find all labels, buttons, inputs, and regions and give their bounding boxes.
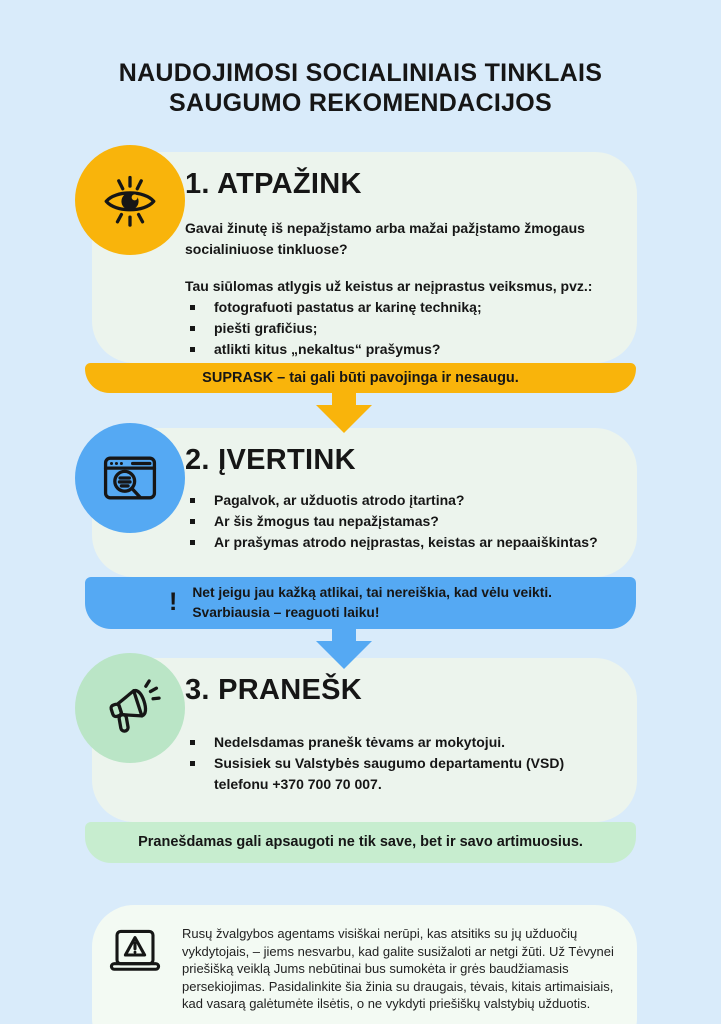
page-title bbox=[0, 58, 721, 118]
list-item: Ar prašymas atrodo neįprastas, keistas ar nepaaiškintas? bbox=[185, 532, 655, 553]
section1-heading: 1. ATPAŽINK bbox=[185, 168, 362, 200]
list-item: atlikti kitus „nekaltus“ prašymus? bbox=[185, 339, 655, 360]
megaphone-icon bbox=[97, 675, 163, 741]
banner-suprask: SUPRASK – tai gali būti pavojinga ir nesaugu. bbox=[85, 363, 636, 393]
flow-arrow-1-stem bbox=[332, 389, 356, 406]
banner-pranesk: Pranešdamas gali apsaugoti ne tik save, bet ir savo artimuosius. bbox=[85, 822, 636, 863]
list-item: Pagalvok, ar užduotis atrodo įtartina? bbox=[185, 490, 655, 511]
page-title-line2: SAUGUMO REKOMENDACIJOS bbox=[168, 89, 553, 117]
flow-arrow-2-stem bbox=[332, 627, 356, 642]
flow-arrow-1-head bbox=[316, 405, 372, 433]
banner-warning-line1: Net jeigu jau kažką atlikai, tai nereiškia, kad vėlu veikti. bbox=[192, 585, 552, 600]
page-title-line1: NAUDOJIMOSI SOCIALINIAIS TINKLAIS bbox=[118, 59, 603, 87]
list-item: Susisiek su Valstybės saugumo departamentu (VSD) telefonu +370 700 70 007. bbox=[185, 753, 615, 795]
section1-icon-circle bbox=[75, 145, 185, 255]
footer-note: Rusų žvalgybos agentams visiškai nerūpi, kas atsitiks su jų užduočių vykdytojais, – jiems nesvarbu, kad galite susižaloti ar netgi žūti. Už Tėvynei priešišką veiklą Jums nebūtinai bus sumokėta ir grės baudžiamasis persekiojimas. Pasidalinkite šia žinia su draugais, tėvais, kitais artimaisiais, kad vasarą galėtumėte ilsėtis, o ne vykdyti priešiškų valstybių užduotis. bbox=[182, 926, 614, 1011]
list-item: fotografuoti pastatus ar karinę techniką; bbox=[185, 297, 655, 318]
browser-search-icon bbox=[97, 445, 163, 511]
banner-warning-line2: Svarbiausia – reaguoti laiku! bbox=[192, 605, 380, 620]
section1-paragraph-2: Tau siūlomas atlygis už keistus ar neįprastus veiksmus, pvz.: bbox=[185, 278, 593, 294]
section3-icon-circle bbox=[75, 653, 185, 763]
section2-heading: 2. ĮVERTINK bbox=[185, 444, 356, 476]
section3-bullet-list bbox=[185, 732, 615, 795]
section3-heading: 3. PRANEŠK bbox=[185, 674, 363, 706]
laptop-warning-icon bbox=[104, 925, 166, 985]
banner-warning bbox=[85, 577, 636, 629]
section2-bullet-list bbox=[185, 490, 655, 553]
list-item: Nedelsdamas pranešk tėvams ar mokytojui. bbox=[185, 732, 615, 753]
exclamation-icon: ! bbox=[169, 588, 178, 616]
section1-paragraph-1: Gavai žinutę iš nepažįstamo arba mažai pažįstamo žmogaus socialiniuose tinkluose? bbox=[185, 220, 585, 257]
section2-icon-circle bbox=[75, 423, 185, 533]
banner-warning-text bbox=[192, 583, 552, 623]
section1-bullet-list bbox=[185, 297, 655, 360]
flow-arrow-2-head bbox=[316, 641, 372, 669]
eye-icon bbox=[97, 167, 163, 233]
list-item: Ar šis žmogus tau nepažįstamas? bbox=[185, 511, 655, 532]
list-item: piešti grafičius; bbox=[185, 318, 655, 339]
footer-card bbox=[92, 905, 637, 1024]
